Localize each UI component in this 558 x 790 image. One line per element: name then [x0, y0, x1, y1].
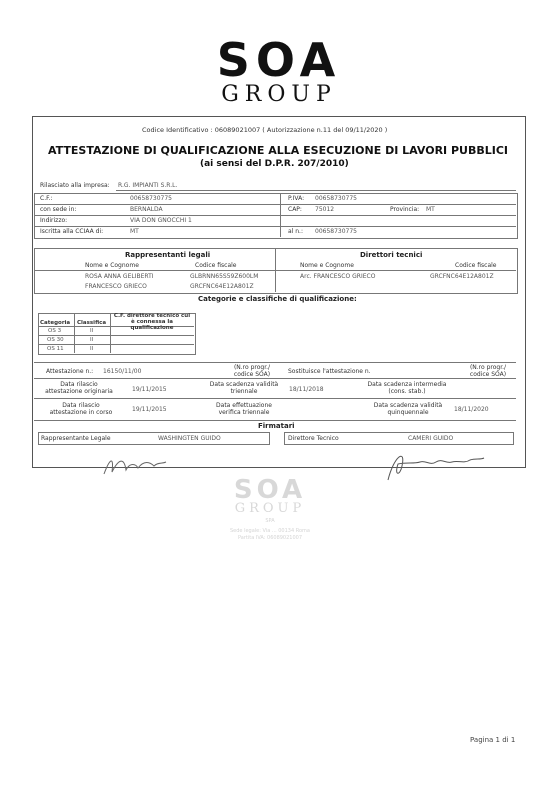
provincia-value: MT	[426, 206, 435, 213]
col-classifica: Classifica	[77, 320, 107, 326]
document-subtitle: (ai sensi del D.P.R. 207/2010)	[200, 159, 349, 169]
legal-rep-cf: GLBRNN65S59Z600LM	[190, 273, 259, 280]
progr2-label: (N.ro progr./ codice SOA)	[469, 364, 507, 378]
tech-director-name: Arc. FRANCESCO GRIECO	[300, 273, 376, 280]
piva-label: P.IVA:	[288, 195, 305, 202]
legal-rep-cf: GRCFNC64E12A801Z	[190, 283, 254, 290]
tech-signer-value: CAMERI GUIDO	[408, 435, 454, 442]
sede-value: BERNALDA	[130, 206, 163, 213]
category-code: OS 3	[48, 328, 62, 334]
legal-signer-label: Rappresentante Legale	[41, 435, 111, 442]
progr-label: (N.ro progr./ codice SOA)	[233, 364, 271, 378]
category-code: OS 30	[47, 337, 64, 343]
rilasciato-value: R.G. IMPIANTI S.R.L.	[118, 182, 178, 189]
stamp-line1: Sede legale: Via ... 00134 Roma	[230, 528, 310, 534]
col-cf-direttore: C.F. direttore tecnico cui è connessa la qualificazione	[113, 313, 191, 331]
category-class: II	[90, 346, 94, 352]
legal-rep-name: ROSA ANNA GELIBERTI	[85, 273, 154, 280]
tech-director-cf: GRCFNC64E12A801Z	[430, 273, 494, 280]
rilascio-corso-value: 19/11/2015	[132, 406, 167, 413]
tech-signer-label: Direttore Tecnico	[288, 435, 339, 442]
category-class: II	[90, 328, 94, 334]
logo-soa-text: SOA	[216, 33, 342, 87]
scad-quinq-label: Data scadenza validità quinquennale	[373, 402, 443, 416]
cf-value: 00658730775	[130, 195, 172, 202]
legal-rep-name: FRANCESCO GRIECO	[85, 283, 147, 290]
signature-right	[380, 446, 490, 482]
legal-col-cf: Codice fiscale	[195, 262, 237, 269]
company-stamp	[205, 475, 335, 541]
scad-quinq-value: 18/11/2020	[454, 406, 489, 413]
attestazione-n-label: Attestazione n.:	[46, 368, 94, 375]
stamp-spa: SPA	[265, 518, 275, 524]
rilascio-orig-label: Data rilascio attestazione originaria	[45, 381, 113, 395]
category-code: OS 11	[47, 346, 64, 352]
sede-label: con sede in:	[40, 206, 77, 213]
cciaa-value: MT	[130, 228, 139, 235]
attestazione-n-value: 16150/11/00	[103, 368, 142, 375]
indirizzo-label: Indirizzo:	[40, 217, 68, 224]
tech-directors-heading: Direttori tecnici	[360, 251, 423, 259]
cciaa-label: Iscritta alla CCIAA di:	[40, 228, 104, 235]
legal-signer-value: WASHINGTEN GUIDO	[158, 435, 221, 442]
rilascio-orig-value: 19/11/2015	[132, 386, 167, 393]
stamp-line2: Partita IVA: 06089021007	[237, 535, 303, 541]
legal-reps-heading: Rappresentanti legali	[125, 251, 211, 259]
col-categoria: Categoria	[40, 320, 71, 326]
tech-col-cf: Codice fiscale	[455, 262, 497, 269]
verifica-label: Data effettuazione verifica triennale	[216, 402, 272, 416]
cf-label: C.F.:	[40, 195, 53, 202]
stamp-group: GROUP	[234, 501, 306, 516]
rilascio-corso-label: Data rilascio attestazione in corso	[49, 402, 113, 416]
soa-group-logo	[0, 33, 558, 107]
page-number: Pagina 1 di 1	[470, 736, 516, 744]
tech-col-name: Nome e Cognome	[300, 262, 354, 269]
firmatari-heading: Firmatari	[258, 422, 295, 430]
company-data-box	[34, 193, 518, 239]
scad-trien-label: Data scadenza validità triennale	[209, 381, 279, 395]
signature-left	[100, 450, 170, 480]
scad-trien-value: 18/11/2018	[289, 386, 324, 393]
al-n-value: 00658730775	[315, 228, 357, 235]
category-class: II	[90, 337, 94, 343]
indirizzo-value: VIA DON GNOCCHI 1	[130, 217, 192, 224]
logo-group-text: GROUP	[221, 82, 337, 107]
scad-interm-label: Data scadenza intermedia (cons. stab.)	[367, 381, 447, 395]
piva-value: 00658730775	[315, 195, 357, 202]
al-n-label: al n.:	[288, 228, 303, 235]
categories-heading: Categorie e classifiche di qualificazione:	[198, 295, 357, 303]
cap-label: CAP:	[288, 206, 302, 213]
legal-col-name: Nome e Cognome	[85, 262, 139, 269]
provincia-label: Provincia:	[390, 206, 420, 213]
document-title: ATTESTAZIONE DI QUALIFICAZIONE ALLA ESECUZIONE DI LAVORI PUBBLICI	[48, 144, 508, 157]
cap-value: 75012	[315, 206, 335, 213]
rilasciato-label: Rilasciato alla impresa:	[40, 182, 110, 189]
code-line: Codice Identificativo : 06089021007 ( Autorizzazione n.11 del 09/11/2020 )	[142, 126, 388, 134]
sostituisce-label: Sostituisce l'attestazione n.	[288, 368, 371, 375]
stamp-soa: SOA	[233, 475, 307, 505]
